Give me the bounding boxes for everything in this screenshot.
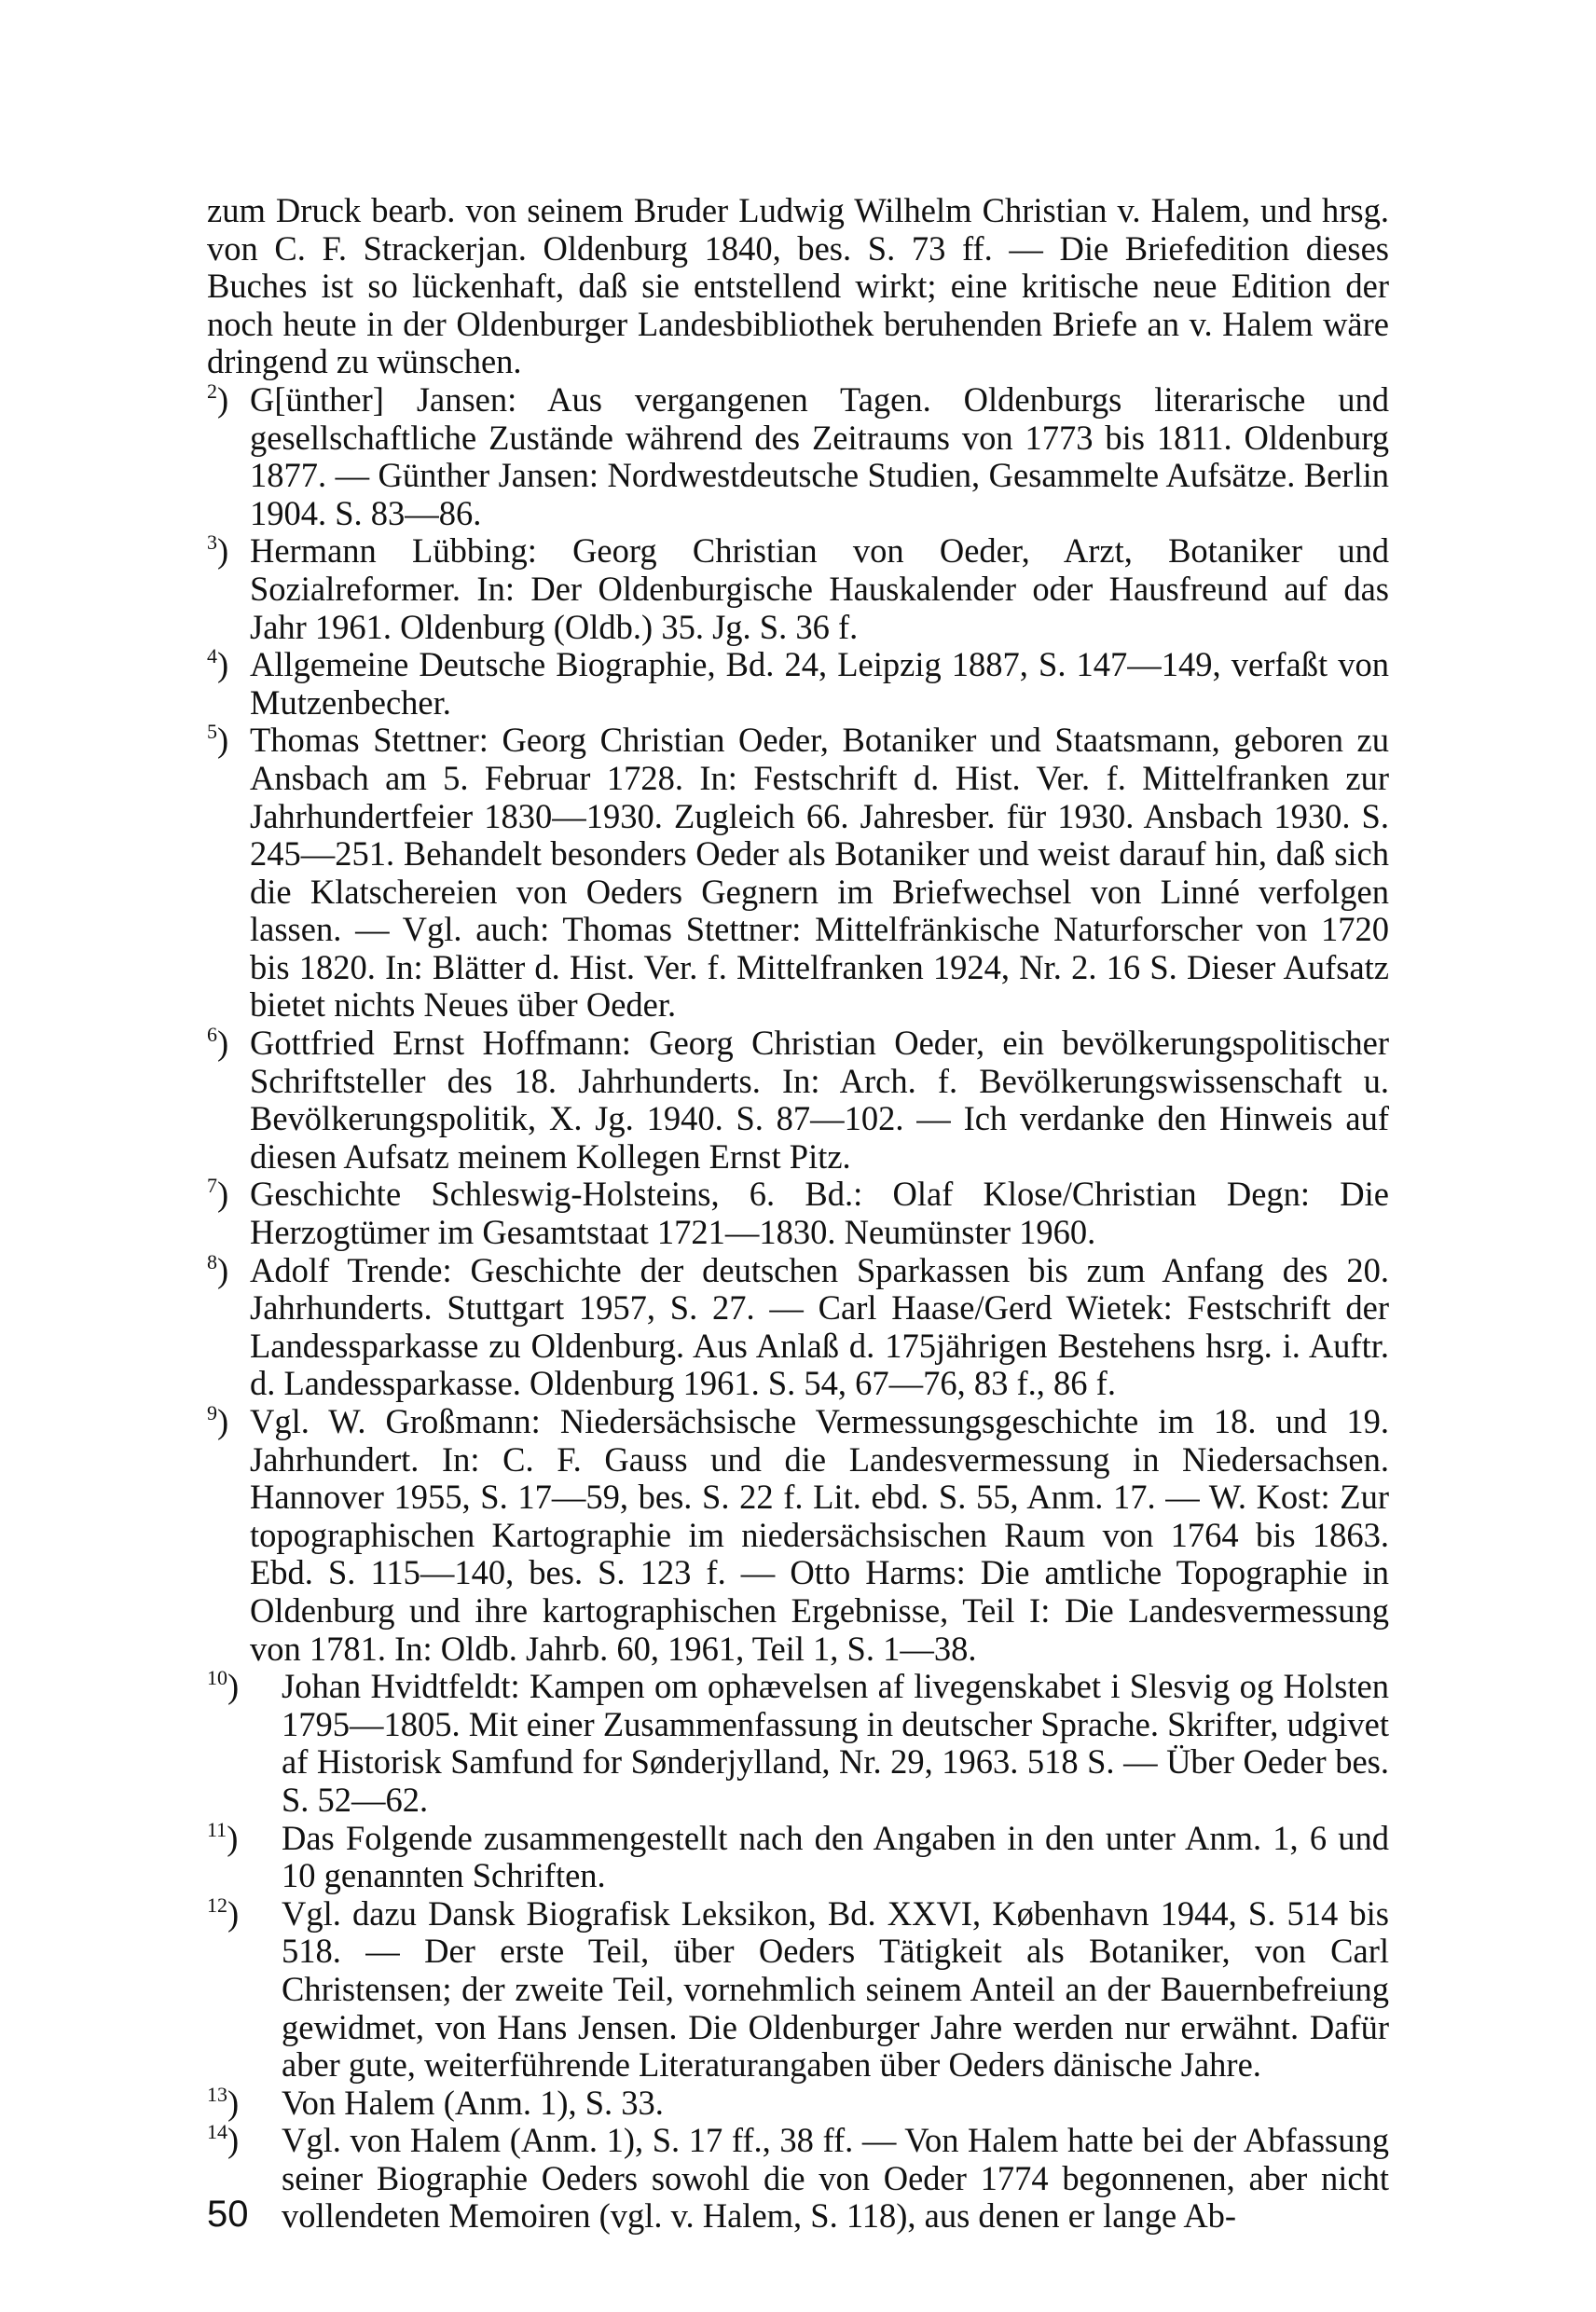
footnote-marker: $^7$) (207, 1174, 229, 1214)
footnote-4 (207, 646, 1389, 722)
footnote-text: Geschichte Schleswig-Holsteins, 6. Bd.: Olaf Klose/Christian Degn: Die Herzogtümer im Gesamtstaat 1721—1830. Neumünster 1960. (250, 1175, 1389, 1252)
footnote-marker: $^3$) (207, 530, 229, 571)
footnote-number: 6 (207, 1023, 217, 1047)
footnote-number: 5 (207, 720, 217, 744)
footnote-marker: $^2$) (207, 378, 229, 419)
footnote-section (207, 192, 1389, 2236)
footnote-text: Gottfried Ernst Hoffmann: Georg Christian Oeder, ein bevölkerungspolitischer Schriftsteller des 18. Jahrhunderts. In: Arch. f. Bevölkerungswissenschaft u. Bevölkerungspolitik, X. Jg. 1940. S. 87—102. — Ich verdanke den Hinweis auf diesen Aufsatz meinem Kollegen Ernst Pitz. (250, 1024, 1389, 1176)
footnote-number: 11 (207, 1817, 227, 1841)
footnote-14 (207, 2122, 1389, 2236)
footnote-6 (207, 1025, 1389, 1176)
footnote-continuation (207, 192, 1389, 381)
footnote-text: Von Halem (Anm. 1), S. 33. (282, 2083, 664, 2122)
footnote-text: Vgl. dazu Dansk Biografisk Leksikon, Bd. XXVI, København 1944, S. 514 bis 518. — Der erste Teil, über Oeders Tätigkeit als Botaniker, von Carl Christensen; der zweite Teil, vornehmlich seinem Anteil an der Bauernbefreiung gewidmet, von Hans Jensen. Die Oldenburger Jahre werden nur erwähnt. Dafür aber gute, weiterführende Literaturangaben über Oeders dänische Jahre. (282, 1893, 1389, 2085)
footnote-number: 3 (207, 530, 217, 555)
footnote-number: 8 (207, 1249, 217, 1273)
footnote-5 (207, 722, 1389, 1025)
footnote-text: Das Folgende zusammengestellt nach den Angaben in den unter Anm. 1, 6 und 10 genannten Schriften. (282, 1818, 1389, 1895)
footnote-marker: $^4$) (207, 644, 229, 684)
footnote-text: Vgl. von Halem (Anm. 1), S. 17 ff., 38 ff. — Von Halem hatte bei der Abfassung seiner Biographie Oeders sowohl die von Oeder 1774 begonnenen, aber nicht vollendeten Memoiren (vgl. v. Halem, S. 118), aus denen er lange Ab- (282, 2121, 1389, 2236)
footnote-number: 13 (207, 2082, 227, 2106)
footnote-10 (207, 1668, 1389, 1819)
footnote-13 (207, 2082, 1389, 2123)
page-number: 50 (207, 2194, 249, 2235)
footnote-marker: $^8$) (207, 1249, 229, 1289)
footnote-text: G[ünther] Jansen: Aus vergangenen Tagen. Oldenburgs literarische und gesellschaftliche Zustände während des Zeitraums von 1773 bis 1811. Oldenburg 1877. — Günther Jansen: Nordwestdeutsche Studien, Gesammelte Aufsätze. Berlin 1904. S. 83—86. (250, 379, 1389, 532)
footnote-text: Allgemeine Deutsche Biographie, Bd. 24, Leipzig 1887, S. 147—149, verfaßt von Mutzenbecher. (250, 645, 1389, 722)
footnote-marker: $^9$) (207, 1401, 229, 1440)
footnote-8 (207, 1249, 1389, 1403)
footnote-marker: $^6$) (207, 1023, 229, 1063)
footnote-marker: $^{14}$) (207, 2120, 240, 2160)
continuation-text: zum Druck bearb. von seinem Bruder Ludwig Wilhelm Christian v. Halem, und hrsg. von C. F. Strackerjan. Oldenburg 1840, bes. S. 73 ff. — Die Briefedition dieses Buches ist so lückenhaft, daß sie entstellend wirkt; eine kritische neue Edition der noch heute in der Oldenburger Landesbibliothek beruhenden Briefe an v. Halem wäre dringend zu wünschen. (207, 191, 1389, 381)
footnote-number: 10 (207, 1666, 227, 1690)
footnote-2 (207, 378, 1389, 532)
footnote-number: 2 (207, 378, 217, 403)
footnote-number: 14 (207, 2120, 227, 2144)
footnote-marker: $^5$) (207, 720, 229, 760)
footnote-text: Thomas Stettner: Georg Christian Oeder, Botaniker und Staatsmann, geboren zu Ansbach am 5. Februar 1728. In: Festschrift d. Hist. Ver. f. Mittelfranken zur Jahrhundertfeier 1830—1930. Zugleich 66. Jahresber. für 1930. Ansbach 1930. S. 245—251. Behandelt besonders Oeder als Botaniker und weist darauf hin, daß sich die Klatschereien von Oeders Gegnern im Briefwechsel von Linné verfolgen lassen. — Vgl. auch: Thomas Stettner: Mittelfränkische Naturforscher von 1720 bis 1820. In: Blätter d. Hist. Ver. f. Mittelfranken 1924, Nr. 2. 16 S. Dieser Aufsatz bietet nichts Neues über Oeder. (250, 721, 1389, 1025)
footnote-text: Hermann Lübbing: Georg Christian von Oeder, Arzt, Botaniker und Sozialreformer. In: Der Oldenburgische Hauskalender oder Hausfreund auf das Jahr 1961. Oldenburg (Oldb.) 35. Jg. S. 36 f. (250, 531, 1389, 646)
footnote-marker: $^{12}$) (207, 1892, 240, 1933)
footnote-12 (207, 1892, 1389, 2085)
footnote-11 (207, 1817, 1389, 1895)
footnote-text: Adolf Trende: Geschichte der deutschen Sparkassen bis zum Anfang des 20. Jahrhunderts. Stuttgart 1957, S. 27. — Carl Haase/Gerd Wietek: Festschrift der Landessparkasse zu Oldenburg. Aus Anlaß d. 175jährigen Bestehens hsrg. i. Auftr. d. Landessparkasse. Oldenburg 1961. S. 54, 67—76, 83 f., 86 f. (250, 1250, 1389, 1403)
footnote-marker: $^{11}$) (207, 1817, 239, 1857)
footnote-number: 4 (207, 644, 217, 668)
footnote-3 (207, 532, 1389, 646)
footnote-9 (207, 1403, 1389, 1668)
footnote-text: Vgl. W. Großmann: Niedersächsische Vermessungsgeschichte im 18. und 19. Jahrhundert. In: C. F. Gauss und die Landesvermessung in Niedersachsen. Hannover 1955, S. 17—59, bes. S. 22 f. Lit. ebd. S. 55, Anm. 17. — W. Kost: Zur topographischen Kartographie im niedersächsischen Raum von 1764 bis 1863. Ebd. S. 115—140, bes. S. 123 f. — Otto Harms: Die amtliche Topographie in Oldenburg und ihre kartographischen Ergebnisse, Teil I: Die Landesvermessung von 1781. In: Oldb. Jahrb. 60, 1961, Teil 1, S. 1—38. (250, 1402, 1389, 1668)
footnote-number: 7 (207, 1174, 217, 1198)
footnote-number: 12 (207, 1892, 227, 1917)
footnote-number: 9 (207, 1401, 217, 1424)
footnote-marker: $^{13}$) (207, 2082, 240, 2122)
footnote-7 (207, 1176, 1389, 1251)
footnote-marker: $^{10}$) (207, 1666, 240, 1706)
footnote-text: Johan Hvidtfeldt: Kampen om ophævelsen af livegenskabet i Slesvig og Holsten 1795—1805. Mit einer Zusammenfassung in deutscher Sprache. Skrifter, udgivet af Historisk Samfund for Sønderjylland, Nr. 29, 1963. 518 S. — Über Oeder bes. S. 52—62. (282, 1667, 1389, 1819)
